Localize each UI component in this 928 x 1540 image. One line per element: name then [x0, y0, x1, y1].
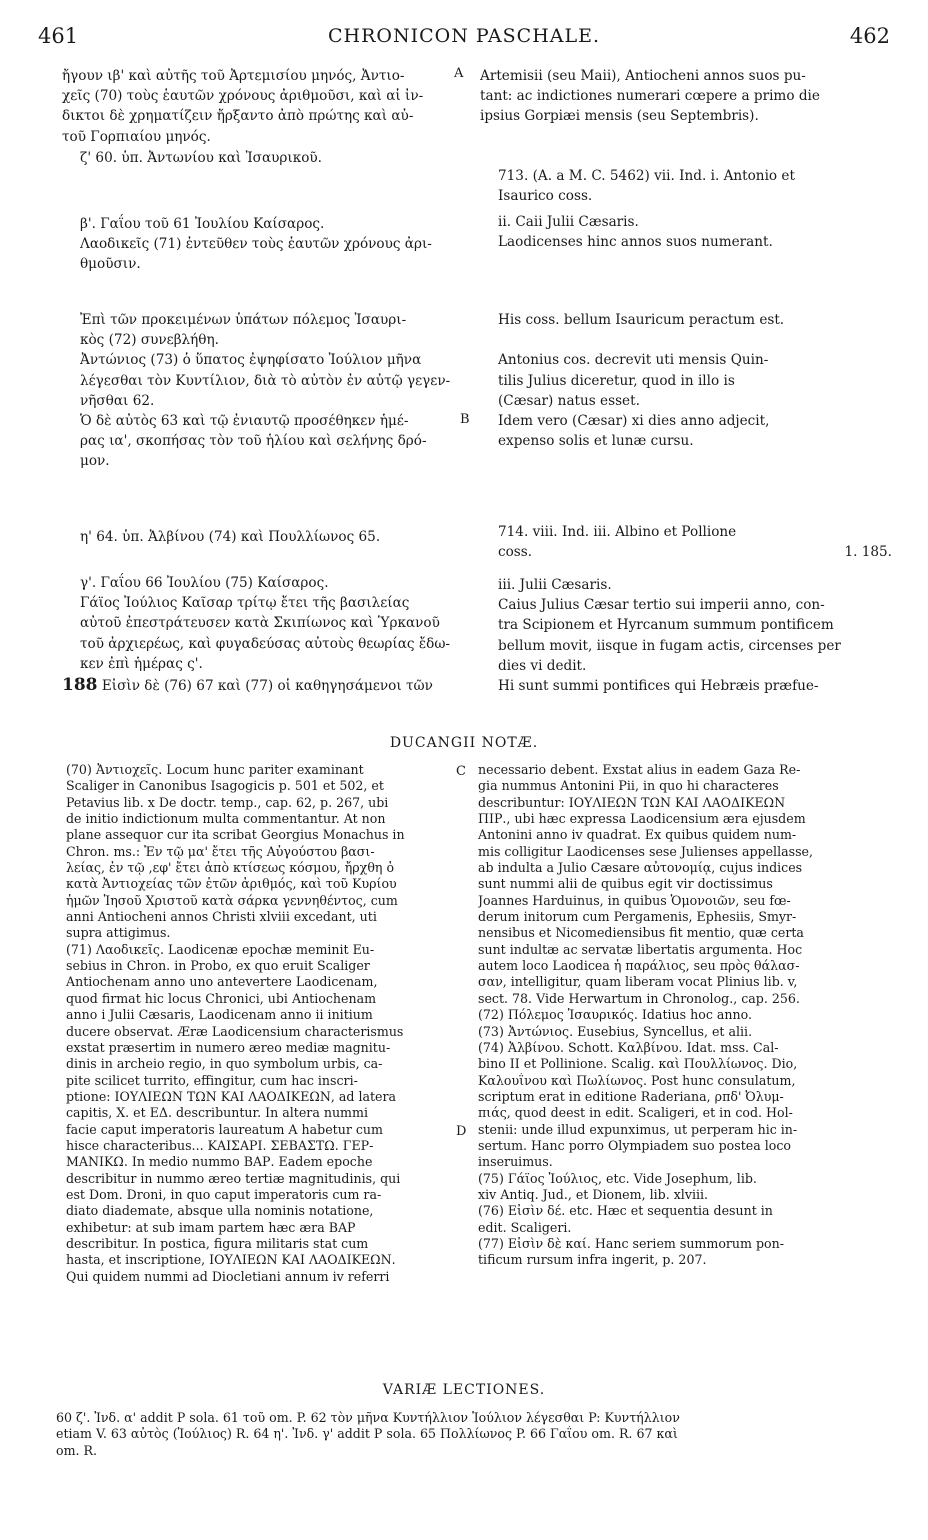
text-line: exhibetur: at sub imam partem hæc æra ΒΑΡ	[66, 1219, 356, 1235]
text-line: xiv Antiq. Jud., et Dionem, lib. xlviii.	[478, 1186, 709, 1202]
text-line: nensibus et Nicomediensibus fit mentio, quæ certa	[478, 925, 804, 941]
text-line: (77) Εἰσὶν δὲ καί. Hanc seriem summorum pon-	[478, 1235, 784, 1251]
text-line: 60 ζ'. Ἰνδ. α' addit P sola. 61 τοῦ om. P. 62 τὸν μῆνα Κυντήλλιον Ἰούλιον λέγεσθαι P: Κυντήλλιον	[56, 1410, 680, 1425]
text-line: τοῦ Γορπιαίου μηνός.	[62, 128, 211, 145]
text-line: tant: ac indictiones numerari cœpere a primo die	[480, 88, 820, 105]
text-line: κὸς (72) συνεβλήθη.	[80, 332, 219, 349]
text-line: (72) Πόλεμος Ἰσαυρικός. Idatius hoc anno.	[478, 1007, 752, 1023]
text-line: χεῖς (70) τοὺς ἑαυτῶν χρόνους ἀριθμοῦσι, καὶ αἱ ἰν-	[62, 88, 424, 105]
text-line: dinis in archeio regio, in quo symbolum urbis, ca-	[66, 1056, 383, 1072]
latin-block-5	[480, 522, 892, 562]
running-title: CHRONICON PASCHALE.	[327, 25, 601, 47]
text-line: describuntur: ΙΟΥΛΙΕΩΝ ΤΩΝ ΚΑΙ ΛΑΟΔΙΚΕΩΝ	[478, 794, 786, 810]
text-line: etiam V. 63 αὐτὸς (Ἰούλιος) R. 64 η'. Ἰνδ. γ' addit P sola. 65 Πολλίωνος P. 66 Γαΐου om. R. 67 καὶ	[56, 1426, 678, 1442]
text-line: Laodicenses hinc annos suos numerant.	[498, 234, 773, 251]
text-line: μον.	[80, 453, 110, 470]
text-line: bellum movit, iisque in fugam actis, circenses per	[498, 637, 841, 654]
text-line: supra attigimus.	[66, 925, 171, 941]
text-line: (74) Ἀλβίνου. Schott. Καλβίνου. Idat. mss. Cal-	[478, 1039, 779, 1055]
text-line: Hi sunt summi pontifices qui Hebræis præfue-	[498, 677, 819, 694]
text-line: derum initorum cum Pergamenis, Ephesiis, Smyr-	[478, 909, 797, 925]
text-line: describitur. In postica, figura militaris stat cum	[66, 1235, 369, 1251]
text-line: facie caput imperatoris laureatum A habetur cum	[66, 1121, 383, 1137]
text-line: Joannes Harduinus, in quibus Ὁμονοιῶν, seu fœ-	[478, 892, 791, 908]
text-line: λείας, ἐν τῷ ,εφ' ἔτει ἀπὸ κτίσεως κόσμου, ἤρχθη ὁ	[66, 860, 395, 876]
text-line: anni Antiocheni annos Christi xlviii excedant, uti	[66, 909, 377, 925]
text-line: ΜΑΝΙΚΩ. In medio nummo ΒΑΡ. Eadem epoche	[66, 1154, 373, 1170]
text-line: Artemisii (seu Maii), Antiocheni annos suos pu-	[480, 68, 806, 84]
text-line: Scaliger in Canonibus Isagogicis p. 501 et 502, et	[66, 778, 384, 794]
text-line: hasta, et inscriptione, ΙΟΥΛΙΕΩΝ ΚΑΙ ΛΑΟΔΙΚΕΩΝ.	[66, 1252, 396, 1268]
greek-block-1	[62, 66, 423, 147]
text-line: necessario debent. Exstat alius in eadem Gaza Re-	[478, 762, 801, 777]
text-line: (71) Λαοδικεῖς. Laodicenæ epochæ meminit Eu-	[66, 941, 375, 957]
text-line: Ὁ δὲ αὐτὸς 63 καὶ τῷ ἐνιαυτῷ προσέθηκεν ἡμέ-	[80, 412, 409, 429]
text-line: coss.	[498, 544, 533, 561]
text-line: Petavius lib. x De doctr. temp., cap. 62, p. 267, ubi	[66, 794, 389, 810]
text-line: τοῦ ἀρχιερέως, καὶ φυγαδεύσας αὐτοὺς θεωρίας ἔδω-	[80, 635, 450, 652]
text-line: ΠΙΡ., ubi hæc expressa Laodicensium æra ejusdem	[478, 811, 806, 827]
text-line: sunt nummi alii de quibus egit vir doctissimus	[478, 876, 773, 892]
text-line: Λαοδικεῖς (71) ἐντεῦθεν τοὺς ἑαυτῶν χρόνους ἀρι-	[80, 236, 432, 253]
text-line: (73) Ἀντώνιος. Eusebius, Syncellus, et alii.	[478, 1023, 753, 1039]
text-line: inseruimus.	[478, 1154, 553, 1170]
text-line: sebius in Chron. in Probo, ex quo eruit Scaliger	[66, 958, 370, 974]
greek-block-4	[62, 310, 450, 472]
text-line: (75) Γάϊος Ἰούλιος, etc. Vide Josephum, lib.	[478, 1170, 757, 1186]
text-line: (Cæsar) natus esset.	[498, 392, 640, 409]
text-line: plane assequor cur ita scribat Georgius Monachus in	[66, 827, 405, 843]
text-line: Antiochenam anno uno antevertere Laodicenam,	[66, 974, 378, 990]
text-line: anno i Julii Cæsaris, Laodicenam anno ii initium	[66, 1007, 373, 1023]
text-line: om. R.	[56, 1442, 98, 1458]
text-line: β'. Γαΐου τοῦ 61 Ἰουλίου Καίσαρος.	[80, 216, 325, 232]
text-line: (70) Ἀντιοχεῖς. Locum hunc pariter examinant	[66, 762, 364, 777]
text-line: bino II et Pollinione. Scalig. καὶ Πουλλίωνος. Dio,	[478, 1056, 798, 1072]
page-header	[38, 24, 890, 54]
text-line: stenii: unde illud expunximus, ut perperam hic in-	[478, 1121, 798, 1137]
notes-left-column	[66, 762, 456, 1285]
text-line: dies vi dedit.	[498, 657, 587, 674]
latin-block-2	[480, 166, 795, 206]
page-column-number: 188	[62, 675, 98, 695]
margin-marker-c: C	[456, 764, 466, 779]
text-line: capitis, Χ. et ΕΔ. describuntur. In altera nummi	[66, 1105, 368, 1121]
text-line: scriptum erat in editione Raderiana, ρπδ' Ὀλυμ-	[478, 1088, 784, 1104]
text-line: ζ' 60. ὑπ. Ἀντωνίου καὶ Ἰσαυρικοῦ.	[80, 150, 322, 166]
greek-line: Εἰσὶν δὲ (76) 67 καὶ (77) οἱ καθηγησάμενοι τῶν	[101, 678, 433, 694]
text-line: Ἐπὶ τῶν προκειμένων ὑπάτων πόλεμος Ἰσαυρι-	[80, 312, 407, 328]
latin-block-4	[480, 310, 784, 451]
text-line: ipsius Gorpiæi mensis (seu Septembris).	[480, 108, 759, 125]
text-line: ii. Caii Julii Cæsaris.	[498, 214, 639, 230]
text-line: hisce characteribus... ΚΑΙΣΑΡΙ. ΣΕΒΑΣΤΩ. ΓΕΡ-	[66, 1137, 374, 1153]
text-line: pite scilicet turrito, effingitur, cum hac inscri-	[66, 1072, 358, 1088]
text-line: κατὰ Ἀντιοχείας τῶν ἐτῶν ἀριθμός, καὶ τοῦ Κυρίου	[66, 876, 397, 892]
text-line: ἡμῶν Ἰησοῦ Χριστοῦ κατὰ σάρκα γεννηθέντος, cum	[66, 892, 398, 908]
text-line: νῆσθαι 62.	[80, 392, 155, 409]
text-line: θμοῦσιν.	[80, 256, 141, 273]
latin-block-6	[480, 575, 841, 696]
text-line: ἤγουν ιβ' καὶ αὐτῆς τοῦ Ἀρτεμισίου μηνός, Ἀντιο-	[62, 68, 405, 84]
notes-heading: DUCANGII NOTÆ.	[389, 735, 539, 751]
greek-block-2	[62, 148, 322, 168]
text-line: Caius Julius Cæsar tertio sui imperii anno, con-	[498, 597, 825, 614]
variae-heading: VARIÆ LECTIONES.	[382, 1382, 546, 1398]
text-line: Καλουΐνου καὶ Πωλίωνος. Post hunc consulatum,	[478, 1072, 796, 1088]
text-line: sect. 78. Vide Herwartum in Chronolog., cap. 256.	[478, 990, 800, 1006]
text-line: ptione: ΙΟΥΛΙΕΩΝ ΤΩΝ ΚΑΙ ΛΑΟΔΙΚΕΩΝ, ad latera	[66, 1088, 397, 1104]
text-line: ducere observat. Æræ Laodicensium characterismus	[66, 1023, 404, 1039]
text-line: κεν ἐπὶ ἡμέρας ς'.	[80, 655, 203, 672]
text-line: λέγεσθαι τὸν Κυντίλιον, διὰ τὸ αὐτὸν ἐν αὐτῷ γεγεν-	[80, 372, 451, 389]
text-line: Idem vero (Cæsar) xi dies anno adjecit,	[498, 412, 770, 429]
text-line: gia nummus Antonini Pii, in quo hi characteres	[478, 778, 779, 794]
text-line	[498, 330, 784, 350]
text-line: ρας ια', σκοπήσας τὸν τοῦ ἡλίου καὶ σελήνης δρό-	[80, 433, 427, 450]
latin-block-1	[480, 66, 820, 127]
text-line: expenso solis et lunæ cursu.	[498, 433, 694, 450]
text-line: mis colligitur Laodicenses sese Julienses appellasse,	[478, 843, 814, 859]
text-line: sunt indultæ ac servatæ libertatis argumenta. Hoc	[478, 941, 803, 957]
text-line: Antonius cos. decrevit uti mensis Quin-	[498, 352, 769, 369]
greek-block-3	[62, 214, 432, 275]
text-line: Qui quidem nummi ad Diocletiani annum iv referri	[66, 1268, 390, 1284]
margin-marker-b: B	[460, 412, 470, 427]
text-line: Antonini anno iv quadrat. Ex quibus quidem num-	[478, 827, 797, 843]
greek-block-7	[62, 675, 433, 695]
text-line: exstat præsertim in numero æreo mediæ magnitu-	[66, 1039, 391, 1055]
text-line: de initio indictionum multa commentantur. At non	[66, 811, 386, 827]
variae-lectiones	[56, 1410, 892, 1459]
text-line: σαν, intelligitur, quam liberam vocat Plinius lib. v,	[478, 974, 798, 990]
text-line: diato diademate, absque ulla nominis notatione,	[66, 1203, 374, 1219]
text-line: autem loco Laodicea ἡ παράλιος, seu πρὸς θάλασ-	[478, 958, 800, 974]
column-reference: 1. 185.	[844, 544, 892, 560]
text-line: αὐτοῦ ἐπεστράτευσεν κατὰ Σκιπίωνος καὶ Ὑρκανοῦ	[80, 615, 440, 632]
text-line: (76) Εἰσὶν δέ. etc. Hæc et sequentia desunt in	[478, 1203, 773, 1219]
text-line: πιάς, quod deest in edit. Scaligeri, et in cod. Hol-	[478, 1105, 793, 1121]
text-line: ab indulta a Julio Cæsare αὐτονομίᾳ, cujus indices	[478, 860, 803, 876]
text-line: 714. viii. Ind. iii. Albino et Pollione	[498, 524, 737, 540]
text-line: δικτοι δὲ χρηματίζειν ἤρξαντο ἀπὸ πρώτης καὶ αὐ-	[62, 108, 414, 125]
margin-marker-d: D	[456, 1124, 467, 1139]
text-line: sertum. Hanc porro Olympiadem suo postea loco	[478, 1137, 791, 1153]
text-line: Γάϊος Ἰούλιος Καῖσαρ τρίτῳ ἔτει τῆς βασιλείας	[80, 595, 410, 612]
text-line: edit. Scaligeri.	[478, 1219, 572, 1235]
text-line: est Dom. Droni, in quo caput imperatoris cum ra-	[66, 1186, 382, 1202]
text-line: 713. (A. a M. C. 5462) vii. Ind. i. Antonio et	[498, 168, 795, 184]
text-line: Isaurico coss.	[498, 188, 593, 205]
text-line: tificum rursum infra ingerit, p. 207.	[478, 1252, 707, 1268]
text-line: iii. Julii Cæsaris.	[498, 577, 612, 593]
margin-marker-a: A	[454, 66, 464, 81]
text-line: describitur in nummo æreo tertiæ magnitudinis, qui	[66, 1170, 401, 1186]
text-line: tra Scipionem et Hyrcanum summum pontificem	[498, 617, 834, 634]
text-line: γ'. Γαΐου 66 Ἰουλίου (75) Καίσαρος.	[80, 575, 329, 591]
notes-right-column	[478, 762, 892, 1269]
greek-block-6	[62, 573, 450, 674]
text-line: tilis Julius diceretur, quod in illo is	[498, 372, 735, 389]
text-line: η' 64. ὑπ. Ἀλβίνου (74) καὶ Πουλλίωνος 65.	[80, 529, 381, 545]
greek-block-5	[62, 527, 380, 547]
right-page-number: 462	[849, 24, 890, 48]
text-line: His coss. bellum Isauricum peractum est.	[498, 312, 785, 328]
text-line: quod firmat hic locus Chronici, ubi Antiochenam	[66, 990, 377, 1006]
text-line: Chron. ms.: Ἐν τῷ μα' ἔτει τῆς Αὐγούστου βασι-	[66, 843, 375, 859]
left-page-number: 461	[38, 24, 79, 48]
latin-block-3	[480, 212, 773, 252]
text-line: Ἀντώνιος (73) ὁ ὕπατος ἐψηφίσατο Ἰούλιον μῆνα	[80, 352, 422, 369]
